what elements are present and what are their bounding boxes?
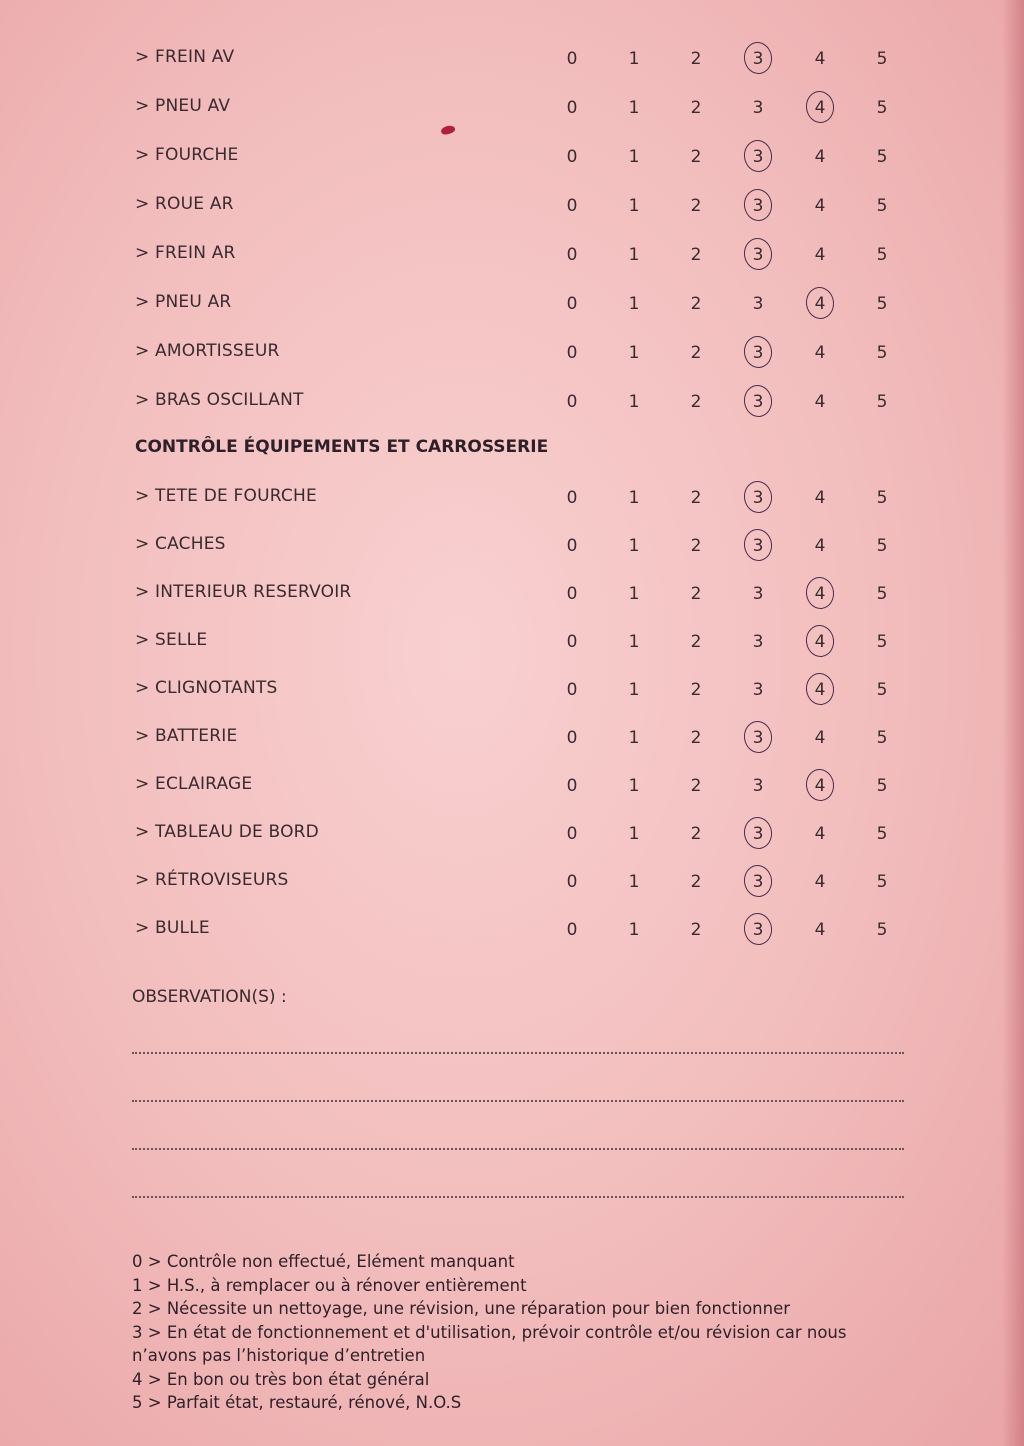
rating-score[interactable]: 2 (690, 147, 702, 167)
legend-item: 5 > Parfait état, restauré, rénové, N.O.S (132, 1393, 462, 1412)
rating-score[interactable]: 2 (690, 632, 702, 652)
rating-row-label: > SELLE (135, 630, 208, 650)
rating-row (0, 869, 1024, 899)
rating-row (0, 533, 1024, 563)
rating-row-label: > INTERIEUR RESERVOIR (135, 582, 352, 602)
rating-score[interactable]: 3 (752, 294, 764, 314)
rating-score[interactable]: 1 (628, 488, 640, 508)
rating-score[interactable]: 5 (876, 632, 888, 652)
rating-score[interactable]: 1 (628, 196, 640, 216)
rating-row-label: > ROUE AR (135, 194, 234, 214)
rating-score[interactable]: 5 (876, 392, 888, 412)
rating-score[interactable]: 0 (566, 776, 578, 796)
rating-score[interactable]: 5 (876, 536, 888, 556)
rating-score[interactable]: 0 (566, 920, 578, 940)
rating-score[interactable]: 5 (876, 584, 888, 604)
rating-score[interactable]: 2 (690, 98, 702, 118)
rating-score-circled[interactable]: 3 (743, 342, 773, 364)
rating-row-label: > CLIGNOTANTS (135, 678, 278, 698)
rating-score[interactable]: 4 (814, 392, 826, 412)
rating-score[interactable]: 2 (690, 824, 702, 844)
rating-score[interactable]: 5 (876, 872, 888, 892)
rating-score[interactable]: 1 (628, 343, 640, 363)
rating-row (0, 629, 1024, 659)
rating-score-circled[interactable]: 4 (805, 631, 835, 653)
rating-score[interactable]: 1 (628, 294, 640, 314)
rating-legend (132, 1250, 902, 1415)
rating-score[interactable]: 1 (628, 98, 640, 118)
rating-score[interactable]: 0 (566, 294, 578, 314)
rating-score-circled[interactable]: 4 (805, 583, 835, 605)
section-title: CONTRÔLE ÉQUIPEMENTS ET CARROSSERIE (135, 437, 549, 457)
rating-row (0, 821, 1024, 851)
rating-score[interactable]: 4 (814, 245, 826, 265)
rating-score[interactable]: 4 (814, 728, 826, 748)
rating-row-label: > ECLAIRAGE (135, 774, 253, 794)
rating-score[interactable]: 0 (566, 680, 578, 700)
rating-score[interactable]: 5 (876, 728, 888, 748)
rating-row (0, 340, 1024, 370)
rating-score[interactable]: 0 (566, 147, 578, 167)
rating-score[interactable]: 1 (628, 824, 640, 844)
rating-score[interactable]: 4 (814, 872, 826, 892)
rating-score[interactable]: 3 (752, 584, 764, 604)
rating-score[interactable]: 1 (628, 536, 640, 556)
rating-score[interactable]: 1 (628, 584, 640, 604)
rating-score[interactable]: 0 (566, 98, 578, 118)
rating-score[interactable]: 0 (566, 728, 578, 748)
rating-row (0, 193, 1024, 223)
ink-stain (440, 124, 456, 136)
rating-score[interactable]: 0 (566, 536, 578, 556)
rating-score-circled[interactable]: 3 (743, 727, 773, 749)
rating-score[interactable]: 1 (628, 632, 640, 652)
legend-item: 1 > H.S., à remplacer ou à rénover entièrement (132, 1275, 527, 1295)
rating-score[interactable]: 3 (752, 632, 764, 652)
rating-score[interactable]: 3 (752, 680, 764, 700)
rating-score[interactable]: 0 (566, 196, 578, 216)
rating-score-circled[interactable]: 3 (743, 871, 773, 893)
rating-score[interactable]: 4 (814, 196, 826, 216)
rating-row-label: > BATTERIE (135, 726, 238, 746)
rating-score-circled[interactable]: 4 (805, 293, 835, 315)
rating-score[interactable]: 5 (876, 294, 888, 314)
rating-row-label: > TABLEAU DE BORD (135, 822, 319, 842)
legend-item: 0 > Contrôle non effectué, Elément manquant (132, 1252, 515, 1271)
rating-score[interactable]: 1 (628, 49, 640, 69)
rating-row-label: > PNEU AR (135, 292, 232, 312)
rating-score[interactable]: 1 (628, 392, 640, 412)
rating-score[interactable]: 4 (814, 920, 826, 940)
rating-row-label: > AMORTISSEUR (135, 341, 280, 361)
rating-row-label: > FREIN AV (135, 47, 235, 67)
rating-score[interactable]: 4 (814, 488, 826, 508)
rating-row (0, 389, 1024, 419)
rating-score[interactable]: 5 (876, 920, 888, 940)
rating-score[interactable]: 3 (752, 98, 764, 118)
rating-row-label: > FOURCHE (135, 145, 239, 165)
rating-score[interactable]: 2 (690, 245, 702, 265)
rating-score[interactable]: 2 (690, 776, 702, 796)
rating-score[interactable]: 5 (876, 680, 888, 700)
rating-row-label: > TETE DE FOURCHE (135, 486, 317, 506)
rating-score-circled[interactable]: 3 (743, 487, 773, 509)
rating-row-label: > CACHES (135, 534, 226, 554)
rating-score[interactable]: 2 (690, 392, 702, 412)
rating-score-circled[interactable]: 3 (743, 195, 773, 217)
rating-row (0, 291, 1024, 321)
rating-score[interactable]: 1 (628, 776, 640, 796)
rating-score[interactable]: 2 (690, 728, 702, 748)
rating-row (0, 144, 1024, 174)
rating-score[interactable]: 5 (876, 488, 888, 508)
rating-row (0, 485, 1024, 515)
rating-score[interactable]: 4 (814, 824, 826, 844)
rating-score[interactable]: 1 (628, 680, 640, 700)
rating-score[interactable]: 2 (690, 488, 702, 508)
rating-row (0, 725, 1024, 755)
rating-score-circled[interactable]: 3 (743, 244, 773, 266)
rating-row-label: > PNEU AV (135, 96, 231, 116)
observation-line (132, 1148, 904, 1150)
rating-score[interactable]: 5 (876, 98, 888, 118)
rating-score[interactable]: 0 (566, 488, 578, 508)
rating-score[interactable]: 1 (628, 920, 640, 940)
legend-item: 2 > Nécessite un nettoyage, une révision, une réparation pour bien fonctionner (132, 1299, 791, 1318)
rating-row (0, 773, 1024, 803)
rating-score[interactable]: 1 (628, 147, 640, 167)
rating-score[interactable]: 5 (876, 776, 888, 796)
rating-score-circled[interactable]: 4 (805, 97, 835, 119)
rating-score[interactable]: 1 (628, 245, 640, 265)
rating-score[interactable]: 0 (566, 49, 578, 69)
rating-score[interactable]: 3 (752, 776, 764, 796)
rating-score-circled[interactable]: 3 (743, 823, 773, 845)
rating-score[interactable]: 0 (566, 343, 578, 363)
rating-score[interactable]: 2 (690, 49, 702, 69)
rating-score-circled[interactable]: 3 (743, 391, 773, 413)
rating-score[interactable]: 1 (628, 728, 640, 748)
observation-line (132, 1196, 904, 1198)
rating-row-label: > RÉTROVISEURS (135, 870, 289, 890)
rating-score[interactable]: 2 (690, 294, 702, 314)
rating-row (0, 581, 1024, 611)
rating-score[interactable]: 5 (876, 343, 888, 363)
observations-label: OBSERVATION(S) : (132, 987, 287, 1007)
rating-score[interactable]: 4 (814, 536, 826, 556)
observation-line (132, 1052, 904, 1054)
rating-score[interactable]: 0 (566, 584, 578, 604)
rating-score[interactable]: 4 (814, 147, 826, 167)
rating-score[interactable]: 2 (690, 536, 702, 556)
rating-score[interactable]: 5 (876, 245, 888, 265)
rating-score[interactable]: 0 (566, 632, 578, 652)
rating-score[interactable]: 4 (814, 343, 826, 363)
rating-score[interactable]: 5 (876, 824, 888, 844)
rating-score[interactable]: 5 (876, 147, 888, 167)
rating-row-label: > FREIN AR (135, 243, 236, 263)
rating-row (0, 46, 1024, 76)
rating-score[interactable]: 5 (876, 196, 888, 216)
rating-score-circled[interactable]: 3 (743, 919, 773, 941)
rating-score-circled[interactable]: 4 (805, 775, 835, 797)
rating-score[interactable]: 2 (690, 872, 702, 892)
rating-score[interactable]: 0 (566, 824, 578, 844)
rating-score-circled[interactable]: 3 (743, 535, 773, 557)
rating-score-circled[interactable]: 3 (743, 48, 773, 70)
legend-item: 3 > En état de fonctionnement et d'utilisation, prévoir contrôle et/ou révision car nous n’avons pas l’historique d’entretien (132, 1322, 847, 1365)
rating-score-circled[interactable]: 4 (805, 679, 835, 701)
rating-row (0, 242, 1024, 272)
rating-score[interactable]: 2 (690, 680, 702, 700)
rating-score[interactable]: 2 (690, 196, 702, 216)
rating-score[interactable]: 2 (690, 343, 702, 363)
rating-row (0, 95, 1024, 125)
rating-score-circled[interactable]: 3 (743, 146, 773, 168)
rating-score[interactable]: 2 (690, 584, 702, 604)
legend-item: 4 > En bon ou très bon état général (132, 1369, 430, 1389)
rating-row (0, 677, 1024, 707)
rating-score[interactable]: 1 (628, 872, 640, 892)
rating-score[interactable]: 2 (690, 920, 702, 940)
rating-row-label: > BRAS OSCILLANT (135, 390, 304, 410)
rating-score[interactable]: 0 (566, 872, 578, 892)
rating-score[interactable]: 5 (876, 49, 888, 69)
rating-score[interactable]: 4 (814, 49, 826, 69)
rating-score[interactable]: 0 (566, 245, 578, 265)
rating-row-label: > BULLE (135, 918, 210, 938)
rating-score[interactable]: 0 (566, 392, 578, 412)
observation-line (132, 1100, 904, 1102)
rating-row (0, 917, 1024, 947)
